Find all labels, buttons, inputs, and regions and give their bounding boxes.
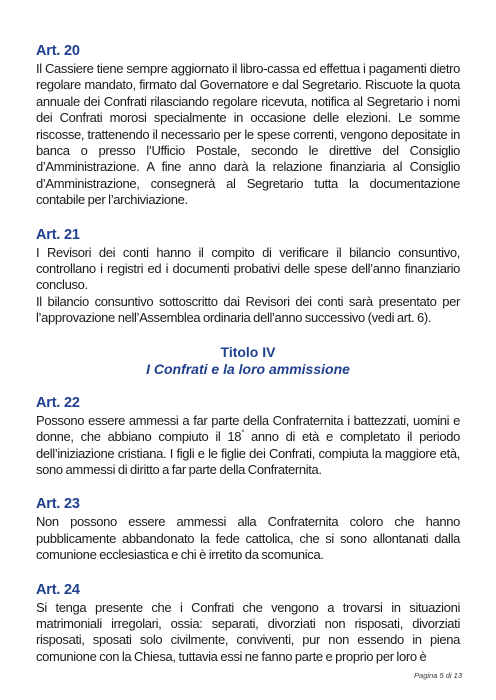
article-20 (36, 42, 460, 209)
degree-superscript: ° (241, 428, 245, 438)
article-heading: Art. 23 (36, 496, 80, 513)
section-title (36, 344, 460, 378)
article-paragraph: Il bilancio consuntivo sottoscritto dai Revisori dei conti sarà presentato per l’approvazione nell’Assemblea ordinaria dell’anno successivo (vedi art. 6). (36, 293, 460, 326)
article-paragraph: I Revisori dei conti hanno il compito di verificare il bilancio consuntivo, controllano i registri ed i documenti probativi delle spese dell’anno finanziario concluso. (36, 244, 460, 293)
article-22 (36, 394, 460, 479)
section-title-sub: I Confrati e la loro ammissione (146, 360, 350, 377)
article-21 (36, 226, 460, 327)
section-title-main: Titolo IV (220, 343, 276, 360)
article-paragraph (36, 413, 460, 479)
article-paragraph: Il Cassiere tiene sempre aggiornato il libro-cassa ed effettua i pagamenti dietro regolare mandato, firmato dal Governatore e dal Segretario. Riscuote la quota annuale dei Confrati rilasciando regolare ricevuta, notifica al Segretario i nomi dei Confrati morosi specialmente in occasione delle elezioni. Le somme riscosse, trattenendo il necessario per le spese correnti, vengono depositate in banca o presso l’Ufficio Postale, secondo le direttive del Consiglio d’Amministrazione. A fine anno darà la relazione finanziaria al Consiglio d’Amministrazione, consegnerà al Segretario tutta la documentazione contabile per l’archiviazione. (36, 61, 460, 208)
article-heading: Art. 24 (36, 581, 80, 598)
article-heading: Art. 22 (36, 394, 80, 411)
article-23 (36, 495, 460, 563)
paragraph-text-start: Possono essere ammessi a far parte della Confraternita i battezzati, uomini e donne, che abbiano compiuto il 18 (36, 412, 460, 445)
article-24 (36, 581, 460, 666)
article-paragraph: Si tenga presente che i Confrati che vengono a trovarsi in situazioni matrimoniali irregolari, ossia: separati, divorziati non risposati, divorziati risposati, sposati solo civilmente, conviventi, pur non essendo in piena comunione con la Chiesa, tuttavia essi ne fanno parte e proprio per loro è (36, 599, 460, 664)
document-page (36, 42, 460, 682)
article-paragraph: Non possono essere ammessi alla Confraternita coloro che hanno pubblicamente abbandonato la fede cattolica, che si sono allontanati dalla comunione ecclesiastica e chi è irretito da scomunica. (36, 514, 460, 563)
article-heading: Art. 21 (36, 226, 80, 243)
paragraph-text-end: anno di età e completato il periodo dell’iniziazione cristiana. I figli e le figlie dei Confrati, compiuta la maggiore età, sono ammessi di diritto a far parte della Confraternita. (36, 429, 460, 477)
page-number: Pagina 5 di 13 (414, 671, 462, 680)
article-heading: Art. 20 (36, 43, 80, 59)
